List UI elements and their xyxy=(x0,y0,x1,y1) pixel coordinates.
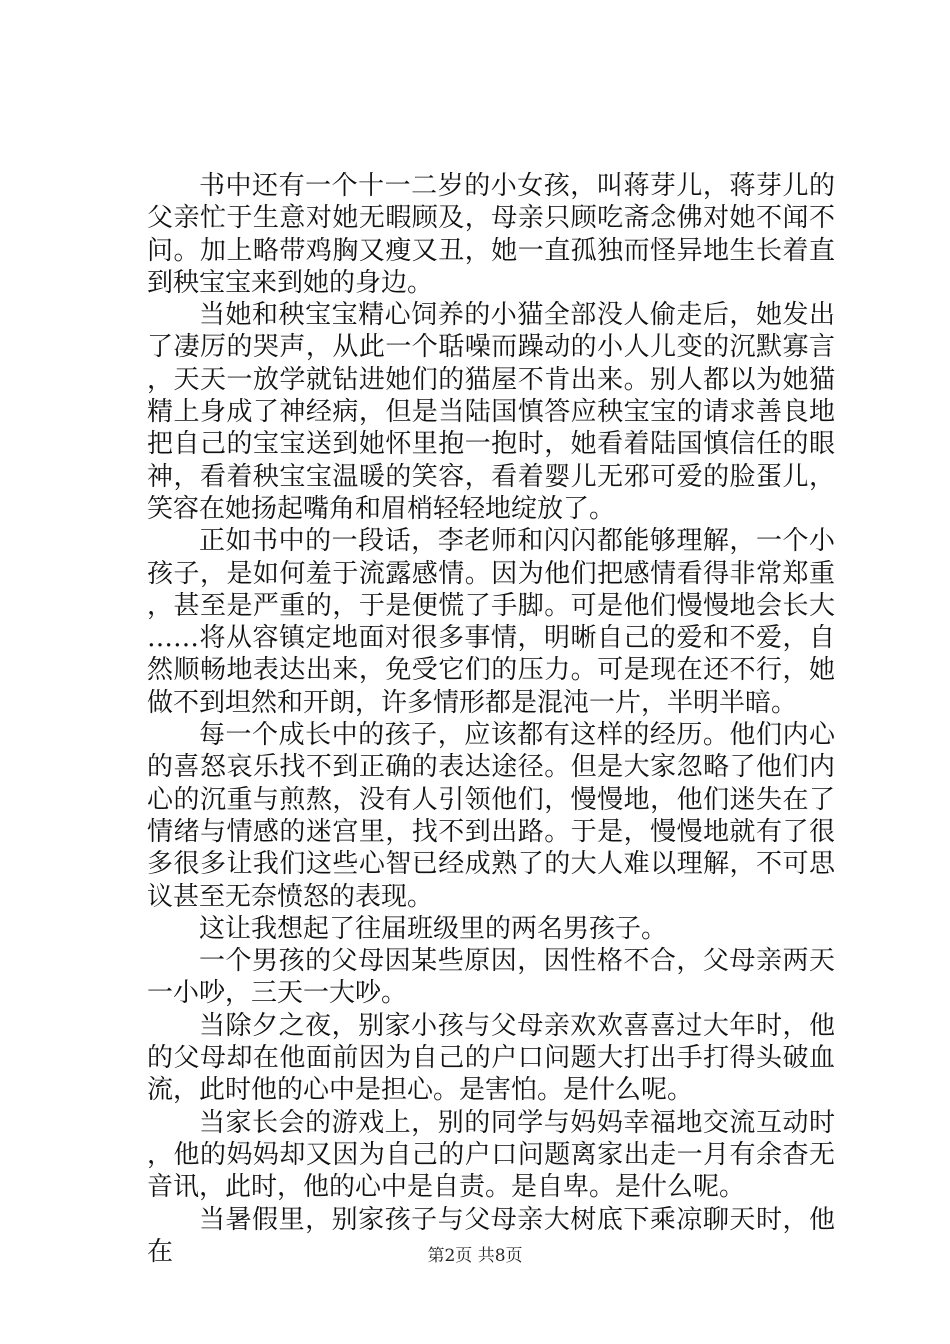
paragraph-1: 书中还有一个十一二岁的小女孩，叫蒋芽儿，蒋芽儿的父亲忙于生意对她无暇顾及，母亲只顾吃斋念佛对她不闻不问。加上略带鸡胸又瘦又丑，她一直孤独而怪异地生长着直到秧宝宝来到她的身边。 xyxy=(147,171,835,298)
paragraph-9: 当暑假里，别家孩子与父母亲大树底下乘凉聊天时，他在 xyxy=(147,1204,835,1267)
page-number-footer: 第2页 共8页 xyxy=(427,1246,523,1266)
paragraph-4: 每一个成长中的孩子，应该都有这样的经历。他们内心的喜怒哀乐找不到正确的表达途径。但是大家忽略了他们内心的沉重与煎熬，没有人引领他们，慢慢地，他们迷失在了情绪与情感的迷宫里，找不到出路。于是，慢慢地就有了很多很多让我们这些心智已经成熟了的大人难以理解，不可思议甚至无奈愤怒的表现。 xyxy=(147,720,835,912)
paragraph-8: 当家长会的游戏上，别的同学与妈妈幸福地交流互动时，他的妈妈却又因为自己的户口问题离家出走一月有余杳无音讯，此时，他的心中是自责。是自卑。是什么呢。 xyxy=(147,1107,835,1203)
paragraph-2: 当她和秧宝宝精心饲养的小猫全部没人偷走后，她发出了凄厉的哭声，从此一个聒噪而躁动的小人儿变的沉默寡言，天天一放学就钻进她们的猫屋不肯出来。别人都以为她猫精上身成了神经病，但是当陆国慎答应秧宝宝的请求善良地把自己的宝宝送到她怀里抱一抱时，她看着陆国慎信任的眼神，看着秧宝宝温暖的笑容，看着婴儿无邪可爱的脸蛋儿，笑容在她扬起嘴角和眉梢轻轻地绽放了。 xyxy=(147,300,835,524)
paragraph-3: 正如书中的一段话，李老师和闪闪都能够理解，一个小孩子，是如何羞于流露感情。因为他们把感情看得非常郑重，甚至是严重的，于是便慌了手脚。可是他们慢慢地会长大……将从容镇定地面对很多事情，明晰自己的爱和不爱，自然顺畅地表达出来，免受它们的压力。可是现在还不行，她做不到坦然和开朗，许多情形都是混沌一片，半明半暗。 xyxy=(147,526,835,718)
body-text xyxy=(147,170,835,1268)
paragraph-6: 一个男孩的父母因某些原因，因性格不合，父母亲两天一小吵，三天一大吵。 xyxy=(147,946,835,1009)
paragraph-5: 这让我想起了往届班级里的两名男孩子。 xyxy=(199,913,668,944)
paragraph-7: 当除夕之夜，别家小孩与父母亲欢欢喜喜过大年时，他的父母却在他面前因为自己的户口问题大打出手打得头破血流，此时他的心中是担心。是害怕。是什么呢。 xyxy=(147,1010,835,1106)
